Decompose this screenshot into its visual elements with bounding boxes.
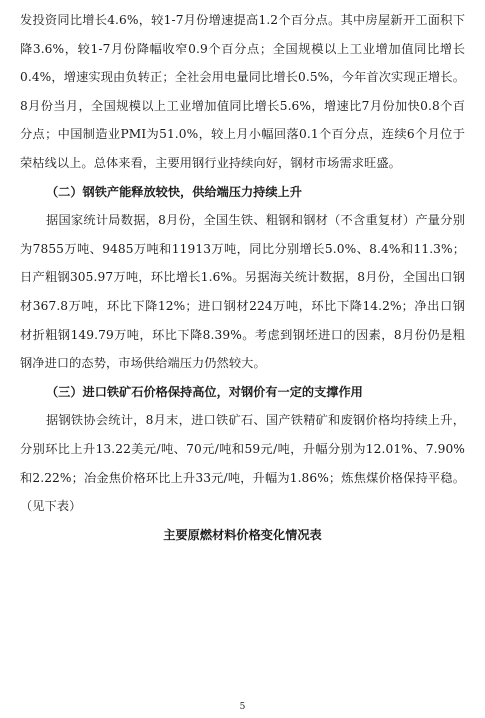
- section-heading-supply: （二）钢铁产能释放较快，供给端压力持续上升: [46, 184, 302, 199]
- section-heading-iron-ore: （三）进口铁矿石价格保持高位，对钢价有一定的支撑作用: [46, 384, 363, 399]
- table-title: 主要原燃材料价格变化情况表: [163, 527, 322, 542]
- page-number: 5: [239, 702, 246, 712]
- paragraph-supply: 据国家统计局数据，8月份，全国生铁、粗钢和钢材（不含重复材）产量分别为7855万吨、9485万吨和11913万吨，同比分别增长5.0%、8.4%和11.3%；日产粗钢305.97万吨，环比增长1.6%。另据海关统计数据，8月份，全国出口钢材367.8万吨，环比下降12%；进口钢材224万吨，环比下降14.2%；净出口钢材折粗钢149.79万吨，环比下降8.39%。考虑到钢坯进口的因素，8月份仍是粗钢净进口的态势，市场供给端压力仍然较大。: [20, 213, 465, 371]
- paragraph-demand: 发投资同比增长4.6%，较1-7月份增速提高1.2个百分点。其中房屋新开工面积下降3.6%，较1-7月份降幅收窄0.9个百分点；全国规模以上工业增加值同比增长0.4%，增速实现由负转正；全社会用电量同比增长0.5%，今年首次实现正增长。8月份当月，全国规模以上工业增加值同比增长5.6%，增速比7月份加快0.8个百分点；中国制造业PMI为51.0%，较上月小幅回落0.1个百分点，连续6个月位于荣枯线以上。总体来看，主要用钢行业持续向好，钢材市场需求旺盛。: [20, 13, 465, 170]
- paragraph-iron-ore: 据钢铁协会统计，8月末，进口铁矿石、国产铁精矿和废钢价格均持续上升，分别环比上升13.22美元/吨、70元/吨和59元/吨，升幅分别为12.01%、7.90%和2.22%；冶金焦价格环比上升33元/吨，升幅为1.86%；炼焦煤价格保持平稳。（见下表）: [20, 413, 465, 514]
